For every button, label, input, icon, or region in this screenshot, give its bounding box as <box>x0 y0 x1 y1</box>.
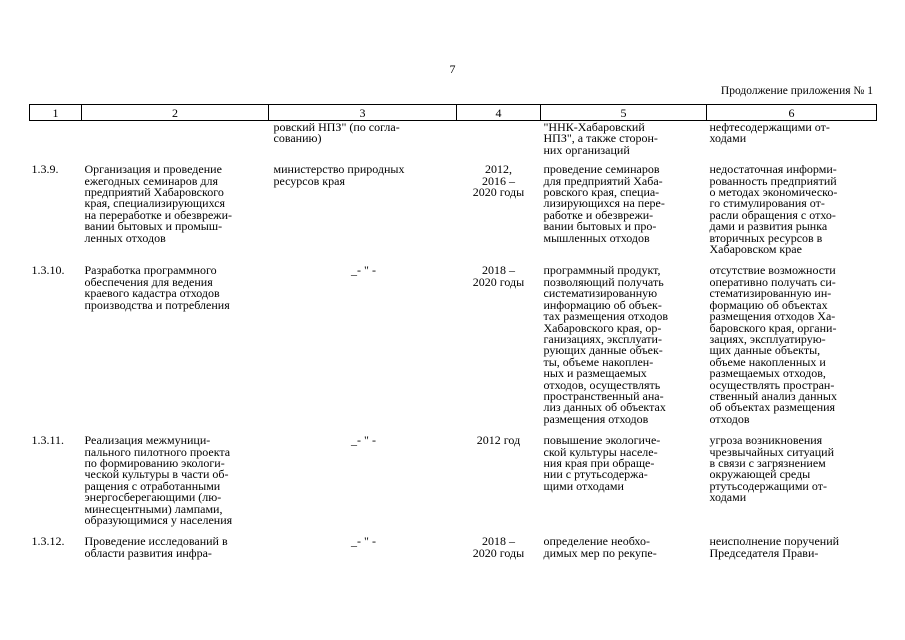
item-number: 1.3.11. <box>31 433 65 448</box>
period-text: 2018 – 2020 годы <box>472 534 525 560</box>
executor-text: _- " - <box>351 433 376 448</box>
table-row-continued <box>30 121 877 164</box>
table-row <box>30 434 877 535</box>
measure-text: Разработка программного обеспечения для ведения краевого кадастра отходов производства и потребления <box>84 263 230 312</box>
consequence-text: отсутствие возможности оперативно получать си- стематизированную ин- формацию об объектах размещения отходов Ха- баровского края, органи- зациях, эксплуатирую- щих данные объекты, объеме накопленных и размещаемых отходов, осуществлять простран- ственный анализ данных об объектах размещения отходов <box>709 263 837 426</box>
appendix-table <box>29 104 877 568</box>
item-number: 1.3.10. <box>31 263 65 278</box>
column-header: 1 <box>30 105 82 121</box>
table-row <box>30 535 877 568</box>
consequence-text: нефтесодержащими от- ходами <box>709 120 830 146</box>
result-text: "ННК-Хабаровский НПЗ", а также сторон- них организаций <box>543 120 658 157</box>
measure-text: Организация и проведение ежегодных семинаров для предприятий Хабаровского края, специализирующихся на переработке и обезврежи- вании бытовых и промыш- ленных отходов <box>84 162 232 245</box>
table-header-row <box>30 105 877 121</box>
executor-text: министерство природных ресурсов края <box>273 162 405 188</box>
page-number: 7 <box>449 62 456 76</box>
consequence-text: недостаточная информи- рованность предприятий о методах экономическо- го стимулирования от- расли обращения с отхо- дами и развития рынка вторичных ресурсов в Хабаровском крае <box>709 162 838 257</box>
continuation-label: Продолжение приложения № 1 <box>720 85 873 97</box>
column-header: 2 <box>82 105 269 121</box>
column-header: 5 <box>541 105 707 121</box>
column-header: 6 <box>707 105 877 121</box>
result-text: определение необхо- димых мер по рекупе- <box>543 534 657 560</box>
period-text: 2012 год <box>476 433 521 448</box>
measure-text <box>82 121 269 164</box>
result-text: программный продукт, позволяющий получать систематизированную информацию об объек- тах размещения отходов Хабаровского края, ор- ганизациях, эксплуати- рующих данные объек- ты, объеме накоплен- ных и размещаемых отходов, осуществлять пространственный ана- лиз данных об объектах размещения отходов <box>543 263 669 426</box>
executor-text: _- " - <box>351 534 376 549</box>
result-text: проведение семинаров для предприятий Хаба- ровского края, специа- лизирующихся на пере- работке и обезврежи- вании бытовых и про- мышленных отходов <box>543 162 665 245</box>
column-header: 3 <box>269 105 457 121</box>
executor-text: ровский НПЗ" (по согла- сованию) <box>273 120 400 146</box>
column-header: 4 <box>457 105 541 121</box>
period-text: 2018 – 2020 годы <box>472 263 525 289</box>
item-number: 1.3.12. <box>31 534 65 549</box>
table-row <box>30 264 877 434</box>
measure-text: Реализация межмуници- пального пилотного проекта по формированию экологи- ческой культуры в части об- ращения с отработанными энергосберегающими (лю- минесцентными) лампами, образующимися у населения <box>84 433 233 527</box>
measure-text: Проведение исследований в области развития инфра- <box>84 534 228 560</box>
period-text <box>457 121 541 164</box>
consequence-text: угроза возникновения чрезвычайных ситуаций в связи с загрязнением окружающей среды ртутьсодержащими от- ходами <box>709 433 835 505</box>
item-number <box>30 121 82 164</box>
consequence-text: неисполнение поручений Председателя Прави- <box>709 534 840 560</box>
item-number: 1.3.9. <box>31 162 59 177</box>
table-row <box>30 163 877 264</box>
period-text: 2012, 2016 – 2020 годы <box>472 162 525 200</box>
result-text: повышение экологиче- ской культуры населе- ния края при обраще- нии с ртутьсодержа- щими отходами <box>543 433 661 493</box>
executor-text: _- " - <box>351 263 376 278</box>
